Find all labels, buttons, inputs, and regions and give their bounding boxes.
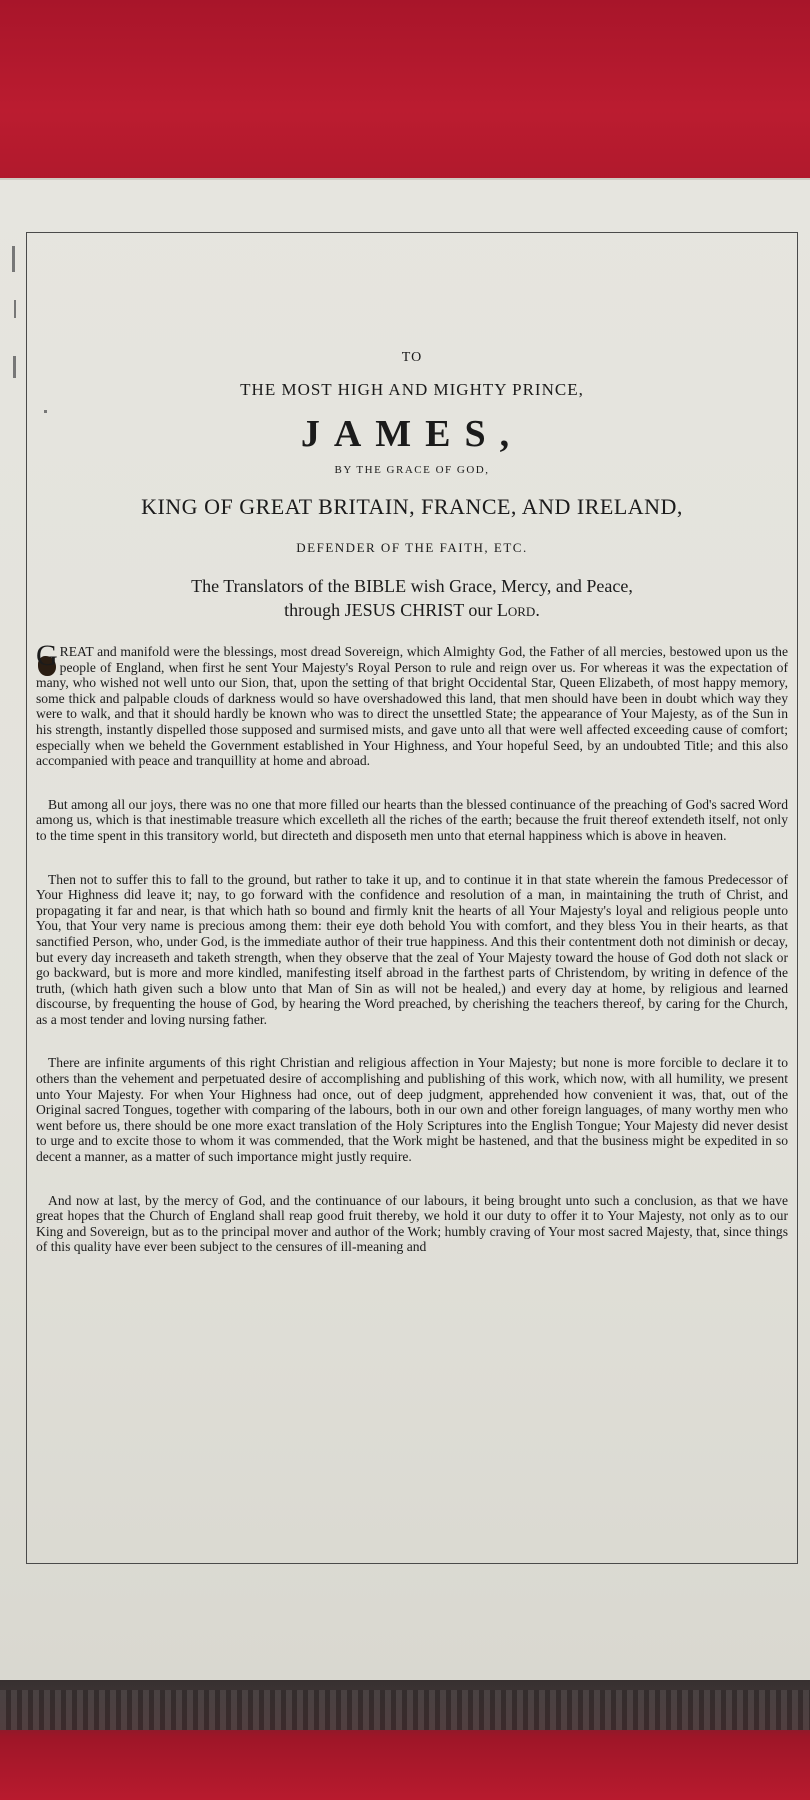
margin-mark bbox=[12, 246, 15, 272]
translators-line-2: through JESUS CHRIST our bbox=[284, 600, 493, 620]
margin-mark bbox=[13, 356, 16, 378]
paragraph-5: And now at last, by the mercy of God, and the continuance of our labours, it being brought unto such a conclusion, as that we have great hopes that the Church of England shall reap good fruit thereby, we hold it our duty to offer it to Your Majesty, not only as to our King and Sovereign, but as to the principal mover and author of the Work; humbly craving of Your most sacred Majesty, that, since things of this quality have ever been subject to the censures of ill-meaning and bbox=[36, 1192, 788, 1255]
drop-cap: G bbox=[36, 639, 58, 672]
translators-lord: Lord. bbox=[496, 600, 540, 620]
heading-king: KING OF GREAT BRITAIN, FRANCE, AND IRELAND, bbox=[141, 494, 683, 519]
red-cloth-background-top bbox=[0, 0, 810, 185]
heading-prince: THE MOST HIGH AND MIGHTY PRINCE, bbox=[240, 380, 584, 399]
heading-defender: DEFENDER OF THE FAITH, ETC. bbox=[296, 540, 528, 555]
paragraph-3: Then not to suffer this to fall to the ground, but rather to take it up, and to continue it in that state wherein the famous Predecessor of Your Highness did leave it; nay, to go forward with the confidence and resolution of a man, in maintaining the truth of Christ, and propagating it far and near, is that which hath so bound and firmly knit the hearts of all Your Majesty's loyal and religious people unto You, that Your very name is precious among them: their eye doth behold You with comfort, and they bless You in their hearts, as that sanctified Person, who, under God, is the immediate author of their true happiness. And this their contentment doth not diminish or decay, but every day increaseth and taketh strength, when they observe that the zeal of Your Majesty toward the house of God doth not slack or go backward, but is more and more kindled, manifesting itself abroad in the farthest parts of Christendom, by writing in defence of the truth, (which hath given such a blow unto that Man of Sin as will not be healed,) and every day at home, by religious and learned discourse, by frequenting the house of God, by hearing the Word preached, by cherishing the teachers thereof, by caring for the Church, as a most tender and loving nursing father. bbox=[36, 871, 788, 1027]
paragraph-1-text: REAT and manifold were the blessings, most dread Sovereign, which Almighty God, the Father of all mercies, bestowed upon us the people of England, when first he sent Your Majesty's Royal Person to rule and reign over us. For whereas it was the expectation of many, who wished not well unto our Sion, that, upon the setting of that bright Occidental Star, Queen Elizabeth, of most happy memory, some thick and palpable clouds of darkness would so have overshadowed this land, that men should have been in doubt which way they were to walk, and that it should hardly be known who was to direct the unsettled State; the appearance of Your Majesty, as of the Sun in his strength, instantly dispelled those supposed and surmised mists, and gave unto all that were well affected exceeding cause of comfort; especially when we beheld the Government established in Your Highness, and Your hopeful Seed, by an undoubted Title; and this also accompanied with peace and tranquillity at home and abroad. bbox=[36, 644, 788, 769]
heading-grace: BY THE GRACE OF GOD, bbox=[334, 464, 490, 476]
margin-mark bbox=[14, 300, 16, 318]
heading-name: JAMES, bbox=[300, 413, 524, 455]
book-cover-edge bbox=[0, 1690, 810, 1730]
book-page bbox=[0, 178, 810, 1680]
paragraph-2: But among all our joys, there was no one that more filled our hearts than the blessed continuance of the preaching of God's sacred Word among us, which is that inestimable treasure which excelleth all the riches of the earth; because the fruit thereof extendeth itself, not only to the time spent in this transitory world, but directeth and disposeth men unto that eternal happiness which is above in heaven. bbox=[36, 796, 788, 843]
translators-greeting bbox=[36, 574, 788, 622]
paragraph-4: There are infinite arguments of this right Christian and religious affection in Your Majesty; but none is more forcible to declare it to others than the vehement and perpetuated desire of accomplishing and publishing of this work, which now, with all humility, we present unto Your Majesty. For when Your Highness had once, out of deep judgment, apprehended how convenient it was, that, out of the Original sacred Tongues, together with comparing of the labours, both in our own and other foreign languages, of many worthy men who went before us, there should be one more exact translation of the Holy Scriptures into the English Tongue; Your Majesty did never desist to urge and to excite those to whom it was commended, that the Work might be hastened, and that the business might be expedited in so decent a manner, as a matter of such importance might justly require. bbox=[36, 1055, 788, 1165]
paragraph-1 bbox=[36, 639, 788, 769]
heading-to: TO bbox=[401, 350, 423, 365]
dedication-text bbox=[36, 350, 788, 1255]
translators-line-1: The Translators of the BIBLE wish Grace, Mercy, and Peace, bbox=[191, 576, 633, 596]
